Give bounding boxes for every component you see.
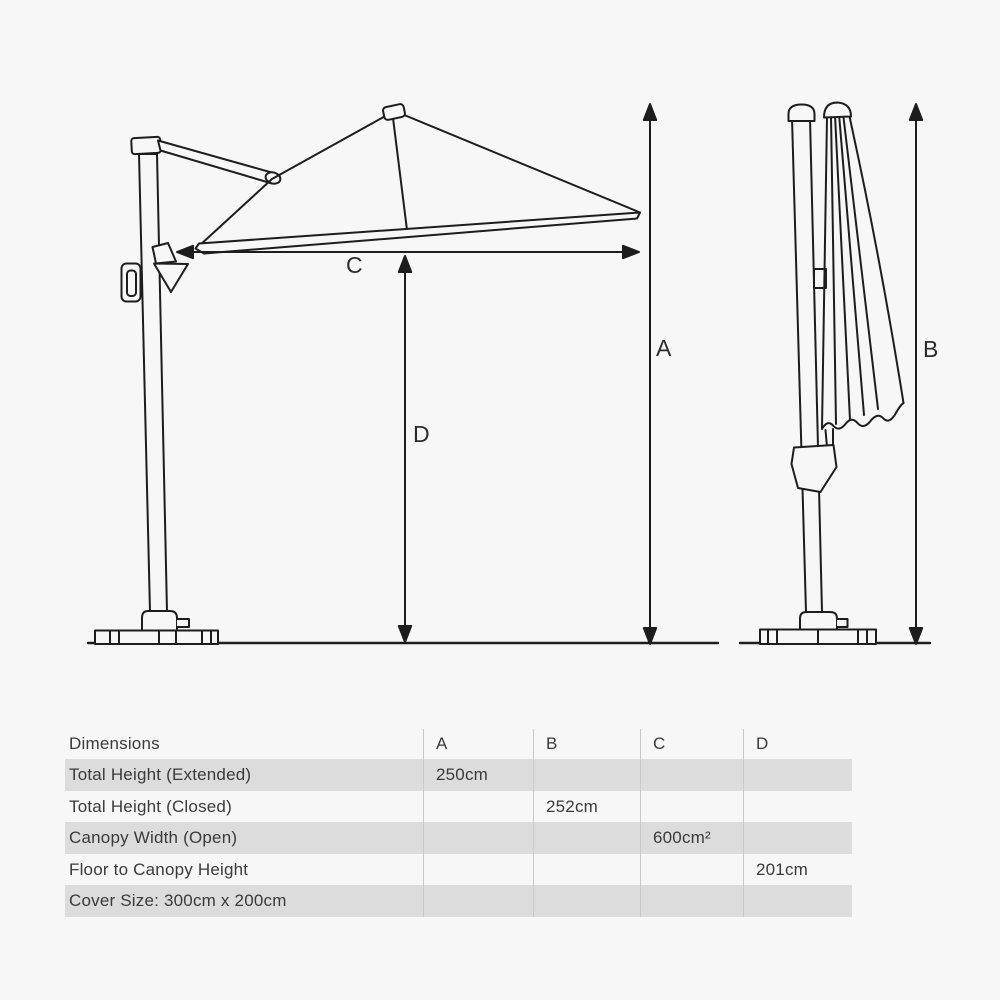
arrow-d-top-head: [399, 256, 411, 272]
row-value-d: 201cm: [743, 854, 852, 886]
header-col-c: C: [640, 729, 743, 759]
row-value-b: [533, 885, 640, 917]
row-value-c: 600cm²: [640, 822, 743, 854]
dim-label-c: C: [346, 252, 363, 278]
open-parasol-canopy-left-edge: [199, 114, 389, 246]
row-value-c: [640, 885, 743, 917]
arrow-c-right-head: [623, 246, 639, 258]
dimension-arrow-d: [399, 256, 411, 642]
closed-parasol-base-bracket: [800, 612, 837, 629]
row-value-d: [743, 759, 852, 791]
dim-label-d: D: [413, 421, 430, 447]
table-row: [65, 885, 852, 917]
header-col-a: A: [423, 729, 533, 759]
row-value-b: [533, 759, 640, 791]
row-value-a: [423, 854, 533, 886]
open-parasol-canopy-underside: [196, 213, 641, 254]
arrow-a-top-head: [644, 104, 656, 120]
row-value-d: [743, 885, 852, 917]
row-value-a: [423, 885, 533, 917]
table-row: [65, 854, 852, 886]
row-value-b: [533, 854, 640, 886]
closed-canopy-dome-cap: [824, 103, 851, 118]
open-parasol-handle-inner: [127, 271, 136, 297]
header-dimensions: Dimensions: [69, 734, 160, 753]
open-parasol-canopy-apex-cap: [382, 103, 405, 120]
row-value-a: 250cm: [423, 759, 533, 791]
closed-parasol-mast: [792, 118, 822, 612]
header-col-b: B: [533, 729, 640, 759]
row-value-c: [640, 759, 743, 791]
closed-parasol-drawing: [740, 103, 930, 645]
closed-parasol-mast-dome: [789, 105, 815, 122]
dimensions-table: [65, 729, 852, 917]
arrow-a-bottom-head: [644, 628, 656, 644]
closed-parasol-mid-bracket: [792, 445, 837, 492]
row-value-b: [533, 822, 640, 854]
row-label: Canopy Width (Open): [69, 828, 238, 847]
dim-label-b: B: [923, 336, 939, 362]
row-label: Total Height (Closed): [69, 796, 232, 816]
arrow-d-bottom-head: [399, 626, 411, 642]
open-parasol-canopy-right-edge: [397, 112, 640, 213]
dimension-arrow-b: [910, 104, 922, 644]
row-value-b: 252cm: [533, 791, 640, 823]
open-parasol-base-latch: [177, 619, 189, 627]
row-label: Total Height (Extended): [69, 765, 252, 784]
open-parasol-canopy-rib: [393, 118, 407, 230]
closed-canopy-outer-edge: [849, 112, 904, 403]
row-value-a: [423, 822, 533, 854]
table-row: [65, 759, 852, 791]
row-label: Floor to Canopy Height: [69, 859, 249, 879]
row-label: Cover Size: 300cm x 200cm: [69, 891, 287, 910]
open-parasol-hub: [153, 243, 177, 264]
row-value-d: [743, 791, 852, 823]
open-parasol-drawing: [88, 103, 718, 644]
arrow-b-top-head: [910, 104, 922, 120]
open-parasol-base-bracket: [142, 611, 177, 630]
table-header-row: [65, 729, 852, 759]
dim-label-a: A: [656, 335, 672, 361]
header-col-d: D: [743, 729, 852, 759]
row-value-c: [640, 791, 743, 823]
closed-parasol-base-latch: [837, 619, 848, 627]
open-parasol-base-slab: [95, 631, 218, 645]
closed-canopy-fold-2: [831, 116, 836, 424]
dimension-arrow-a: [644, 104, 656, 644]
row-value-c: [640, 854, 743, 886]
table-row: [65, 822, 852, 854]
open-parasol-support-arm: [158, 141, 274, 184]
table-row: [65, 791, 852, 823]
arrow-c-left-head: [177, 246, 193, 258]
row-value-a: [423, 791, 533, 823]
open-parasol-mast: [139, 154, 167, 612]
arrow-b-bottom-head: [910, 628, 922, 644]
open-parasol-mast-cap: [131, 137, 161, 154]
row-value-d: [743, 822, 852, 854]
